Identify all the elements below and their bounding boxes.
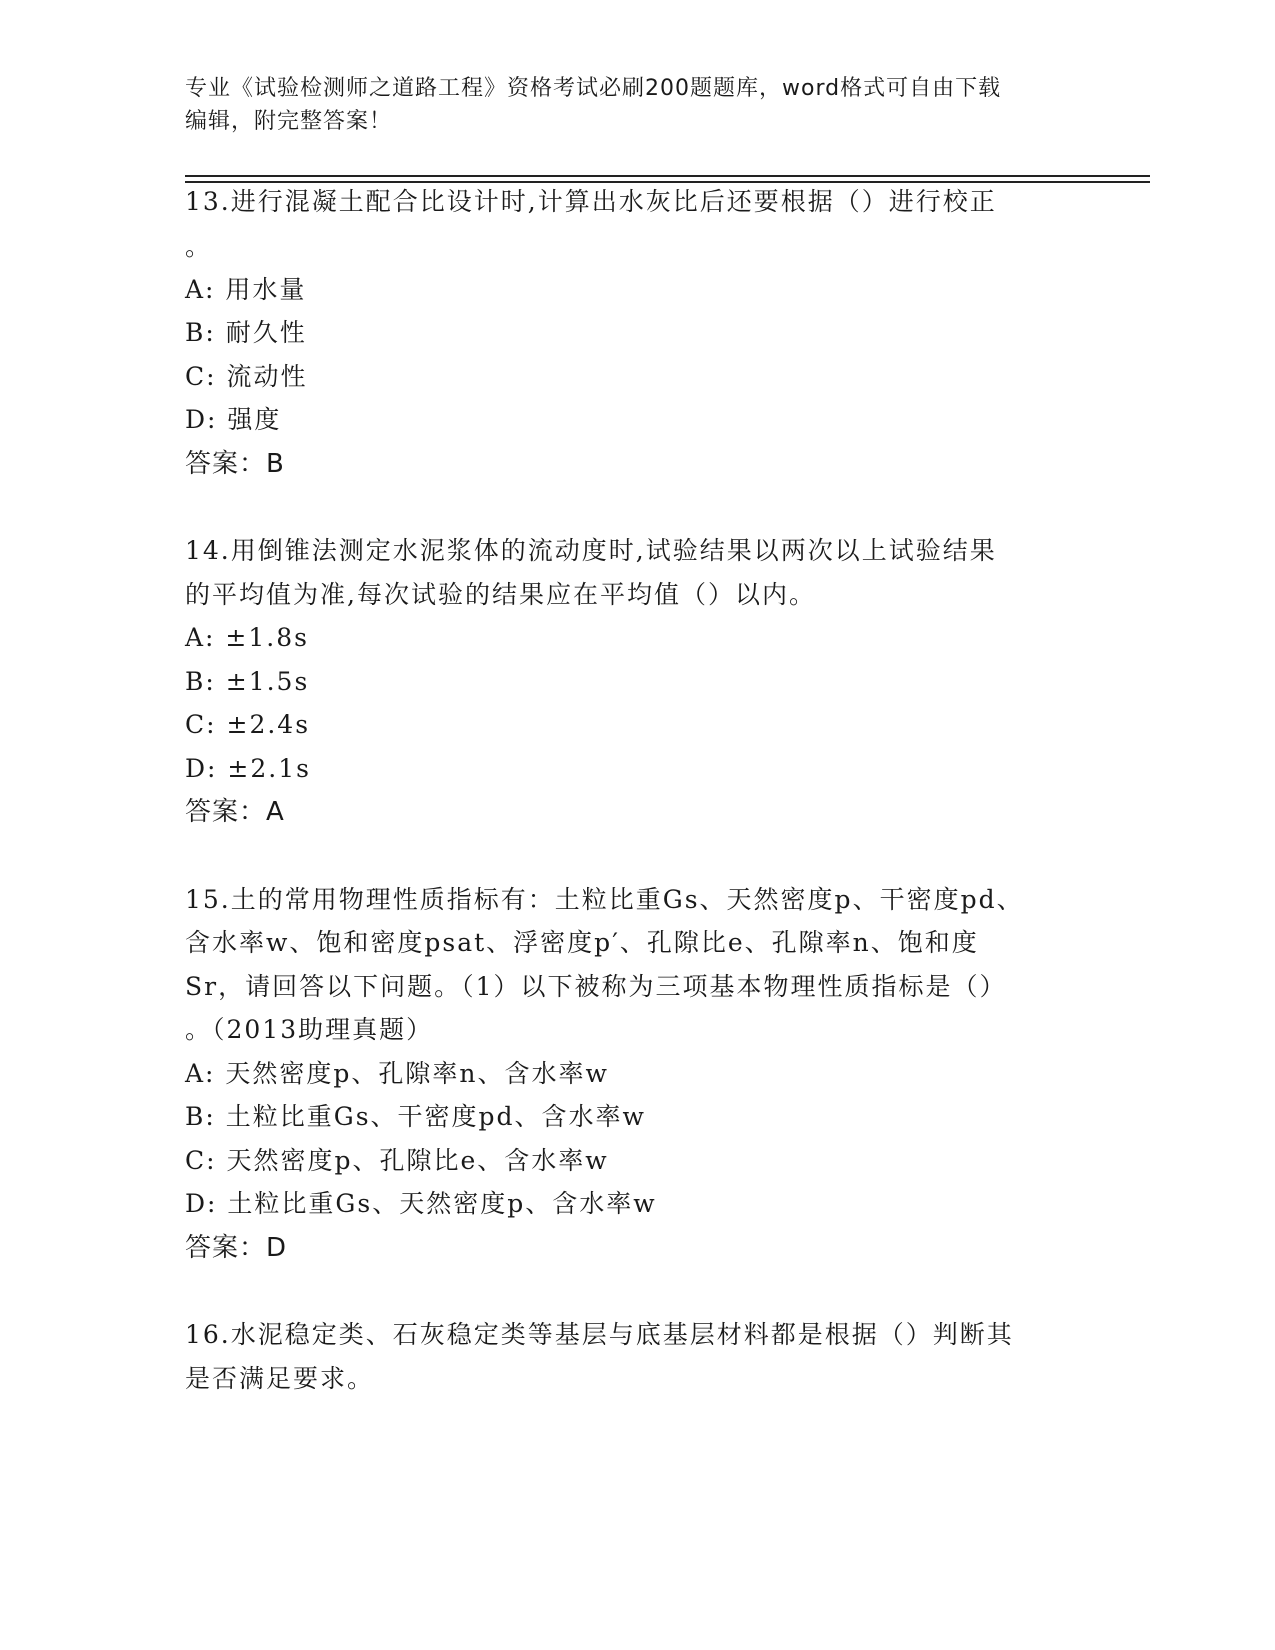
question-16-stem-line-2: 是否满足要求。 (185, 1364, 375, 1393)
question-15-stem-line-4: 。（2013助理真题） (185, 1015, 434, 1044)
question-14-option-b: B: ±1.5s (185, 667, 310, 696)
question-15-stem-line-3: Sr，请回答以下问题。（1）以下被称为三项基本物理性质指标是（） (185, 972, 1007, 1001)
question-14-answer: 答案：A (185, 797, 285, 827)
question-13-stem-line-1: 13.进行混凝土配合比设计时,计算出水灰比后还要根据（）进行校正 (185, 187, 997, 216)
question-14-option-d: D: ±2.1s (185, 754, 311, 783)
header-divider-top (185, 175, 1150, 177)
question-13-option-d: D: 强度 (185, 405, 282, 434)
question-15-option-a: A: 天然密度p、孔隙率n、含水率w (185, 1059, 609, 1088)
question-13-option-b: B: 耐久性 (185, 318, 307, 347)
question-15-stem-line-2: 含水率w、饱和密度psat、浮密度p′、孔隙比e、孔隙率n、饱和度 (185, 928, 979, 957)
question-13-stem-line-2: 。 (185, 232, 213, 261)
question-15-option-c: C: 天然密度p、孔隙比e、含水率w (185, 1146, 609, 1175)
question-16-stem-line-1: 16.水泥稳定类、石灰稳定类等基层与底基层材料都是根据（）判断其 (185, 1320, 1014, 1349)
question-15-option-b: B: 土粒比重Gs、干密度pd、含水率w (185, 1102, 646, 1131)
document-header (185, 72, 1085, 138)
question-15-stem-line-1: 15.土的常用物理性质指标有：土粒比重Gs、天然密度p、干密度pd、 (185, 885, 1024, 914)
question-14-option-a: A: ±1.8s (185, 623, 309, 652)
header-line-1: 专业《试验检测师之道路工程》资格考试必刷200题题库，word格式可自由下载 (185, 76, 1002, 101)
header-divider-bottom (185, 181, 1150, 183)
header-line-2: 编辑，附完整答案！ (185, 109, 393, 134)
question-14-stem-line-1: 14.用倒锥法测定水泥浆体的流动度时,试验结果以两次以上试验结果 (185, 536, 997, 565)
question-15-option-d: D: 土粒比重Gs、天然密度p、含水率w (185, 1189, 657, 1218)
question-13-option-c: C: 流动性 (185, 362, 308, 391)
question-14-option-c: C: ±2.4s (185, 710, 311, 739)
question-13-answer: 答案：B (185, 449, 285, 479)
question-15-answer: 答案：D (185, 1233, 288, 1263)
question-13-option-a: A: 用水量 (185, 275, 307, 304)
question-14-stem-line-2: 的平均值为准,每次试验的结果应在平均值（）以内。 (185, 580, 816, 609)
